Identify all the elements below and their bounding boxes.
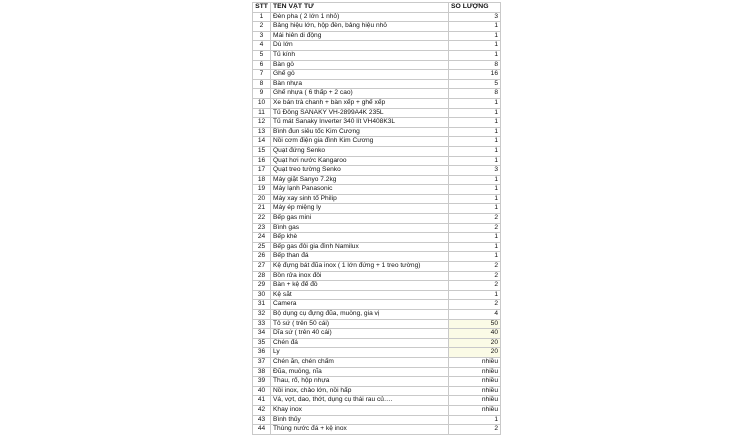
- cell-name[interactable]: Mái hiên di động: [271, 31, 449, 41]
- table-row: [253, 60, 501, 70]
- table-row: [253, 262, 501, 272]
- cell-qty[interactable]: 2: [449, 425, 501, 435]
- header-stt[interactable]: STT: [253, 3, 271, 13]
- table-row: [253, 50, 501, 60]
- table-row: [253, 204, 501, 214]
- table-row: [253, 367, 501, 377]
- table-row: [253, 329, 501, 339]
- cell-qty[interactable]: 1: [449, 290, 501, 300]
- cell-stt[interactable]: 14: [253, 137, 271, 147]
- cell-name[interactable]: Dù lớn: [271, 41, 449, 51]
- cell-qty[interactable]: 2: [449, 262, 501, 272]
- cell-stt[interactable]: 7: [253, 70, 271, 80]
- cell-name[interactable]: Quạt đứng Senko: [271, 146, 449, 156]
- table-row: [253, 357, 501, 367]
- table-row: [253, 156, 501, 166]
- cell-stt[interactable]: 1: [253, 12, 271, 22]
- cell-qty[interactable]: 1: [449, 242, 501, 252]
- cell-stt[interactable]: 18: [253, 175, 271, 185]
- cell-name[interactable]: Ghế nhựa ( 6 thấp + 2 cao): [271, 89, 449, 99]
- header-qty[interactable]: SỐ LƯỢNG: [449, 3, 501, 13]
- cell-qty[interactable]: 1: [449, 204, 501, 214]
- cell-name[interactable]: Chén ăn, chén chấm: [271, 357, 449, 367]
- cell-name[interactable]: Bình đun siêu tốc Kim Cương: [271, 127, 449, 137]
- cell-name[interactable]: Nồi cơm điện gia đình Kim Cương: [271, 137, 449, 147]
- cell-qty[interactable]: 16: [449, 70, 501, 80]
- cell-qty[interactable]: 1: [449, 127, 501, 137]
- cell-stt[interactable]: 39: [253, 377, 271, 387]
- cell-stt[interactable]: 38: [253, 367, 271, 377]
- cell-name[interactable]: Bảng hiệu lớn, hộp đèn, bảng hiệu nhỏ: [271, 22, 449, 32]
- cell-qty[interactable]: nhiều: [449, 377, 501, 387]
- table-row: [253, 41, 501, 51]
- cell-qty[interactable]: 2: [449, 223, 501, 233]
- cell-name[interactable]: Đèn pha ( 2 lớn 1 nhỏ): [271, 12, 449, 22]
- cell-qty[interactable]: nhiều: [449, 367, 501, 377]
- cell-name[interactable]: Đũa, muỗng, nĩa: [271, 367, 449, 377]
- cell-stt[interactable]: 12: [253, 118, 271, 128]
- table-row: [253, 98, 501, 108]
- table-row: [253, 281, 501, 291]
- cell-stt[interactable]: 5: [253, 50, 271, 60]
- cell-stt[interactable]: 31: [253, 300, 271, 310]
- cell-name[interactable]: Bàn gỗ: [271, 60, 449, 70]
- cell-stt[interactable]: 32: [253, 310, 271, 320]
- cell-stt[interactable]: 33: [253, 319, 271, 329]
- table-row: [253, 405, 501, 415]
- cell-qty[interactable]: 1: [449, 185, 501, 195]
- cell-name[interactable]: Bàn + kệ để đồ: [271, 281, 449, 291]
- cell-stt[interactable]: 6: [253, 60, 271, 70]
- table-row: [253, 70, 501, 80]
- cell-qty[interactable]: nhiều: [449, 357, 501, 367]
- cell-qty[interactable]: 1: [449, 233, 501, 243]
- cell-name[interactable]: Bếp gas mini: [271, 214, 449, 224]
- table-row: [253, 12, 501, 22]
- cell-stt[interactable]: 17: [253, 166, 271, 176]
- cell-stt[interactable]: 11: [253, 108, 271, 118]
- cell-name[interactable]: Ly: [271, 348, 449, 358]
- cell-qty[interactable]: 4: [449, 310, 501, 320]
- cell-stt[interactable]: 42: [253, 405, 271, 415]
- table-row: [253, 425, 501, 435]
- cell-name[interactable]: Bếp than đá: [271, 252, 449, 262]
- table-row: [253, 348, 501, 358]
- cell-name[interactable]: Camera: [271, 300, 449, 310]
- cell-name[interactable]: Máy ép miệng ly: [271, 204, 449, 214]
- cell-stt[interactable]: 8: [253, 79, 271, 89]
- cell-name[interactable]: Máy xay sinh tố Philip: [271, 194, 449, 204]
- table-row: [253, 396, 501, 406]
- cell-stt[interactable]: 35: [253, 338, 271, 348]
- cell-name[interactable]: Ghế gỗ: [271, 70, 449, 80]
- cell-stt[interactable]: 34: [253, 329, 271, 339]
- cell-qty[interactable]: 1: [449, 118, 501, 128]
- cell-qty[interactable]: nhiều: [449, 405, 501, 415]
- cell-stt[interactable]: 21: [253, 204, 271, 214]
- cell-stt[interactable]: 2: [253, 22, 271, 32]
- cell-qty[interactable]: 2: [449, 281, 501, 291]
- cell-stt[interactable]: 28: [253, 271, 271, 281]
- cell-qty[interactable]: 2: [449, 300, 501, 310]
- cell-qty[interactable]: 3: [449, 12, 501, 22]
- cell-name[interactable]: Bình gas: [271, 223, 449, 233]
- cell-name[interactable]: Vá, vợt, dao, thớt, dụng cụ thái rau củ….: [271, 396, 449, 406]
- cell-qty[interactable]: nhiều: [449, 386, 501, 396]
- cell-stt[interactable]: 20: [253, 194, 271, 204]
- cell-stt[interactable]: 43: [253, 415, 271, 425]
- table-row: [253, 338, 501, 348]
- table-row: [253, 108, 501, 118]
- table-row: [253, 271, 501, 281]
- table-row: [253, 242, 501, 252]
- cell-stt[interactable]: 19: [253, 185, 271, 195]
- header-row: [253, 3, 501, 13]
- cell-qty[interactable]: 1: [449, 146, 501, 156]
- cell-qty[interactable]: 50: [449, 319, 501, 329]
- cell-stt[interactable]: 3: [253, 31, 271, 41]
- table-row: [253, 310, 501, 320]
- cell-name[interactable]: Nồi inox, chảo lớn, nồi hấp: [271, 386, 449, 396]
- table-row: [253, 214, 501, 224]
- cell-name[interactable]: Tủ kính: [271, 50, 449, 60]
- cell-qty[interactable]: 1: [449, 175, 501, 185]
- cell-stt[interactable]: 13: [253, 127, 271, 137]
- cell-qty[interactable]: 20: [449, 338, 501, 348]
- table-row: [253, 386, 501, 396]
- cell-name[interactable]: Bếp gas đôi gia đình Namilux: [271, 242, 449, 252]
- cell-name[interactable]: Bình thủy: [271, 415, 449, 425]
- cell-qty[interactable]: 1: [449, 252, 501, 262]
- cell-name[interactable]: Thùng nước đá + kệ inox: [271, 425, 449, 435]
- cell-qty[interactable]: 1: [449, 22, 501, 32]
- cell-name[interactable]: Bếp khè: [271, 233, 449, 243]
- cell-name[interactable]: Tủ mát Sanaky Inverter 340 lít VH408K3L: [271, 118, 449, 128]
- cell-qty[interactable]: 2: [449, 214, 501, 224]
- header-name[interactable]: TÊN VẬT TƯ: [271, 3, 449, 13]
- cell-name[interactable]: Quạt treo tường Senko: [271, 166, 449, 176]
- table-row: [253, 118, 501, 128]
- cell-name[interactable]: Dĩa sứ ( trên 40 cái): [271, 329, 449, 339]
- table-row: [253, 252, 501, 262]
- cell-qty[interactable]: 40: [449, 329, 501, 339]
- cell-qty[interactable]: 1: [449, 194, 501, 204]
- cell-name[interactable]: Bồn rửa inox đôi: [271, 271, 449, 281]
- cell-stt[interactable]: 10: [253, 98, 271, 108]
- cell-name[interactable]: Thau, rổ, hộp nhựa: [271, 377, 449, 387]
- cell-qty[interactable]: 1: [449, 31, 501, 41]
- table-row: [253, 194, 501, 204]
- cell-stt[interactable]: 29: [253, 281, 271, 291]
- table-row: [253, 166, 501, 176]
- table-row: [253, 319, 501, 329]
- table-row: [253, 127, 501, 137]
- cell-name[interactable]: Xe bán trà chanh + bàn xếp + ghế xếp: [271, 98, 449, 108]
- cell-name[interactable]: Quạt hơi nước Kangaroo: [271, 156, 449, 166]
- cell-stt[interactable]: 41: [253, 396, 271, 406]
- table-row: [253, 175, 501, 185]
- table-row: [253, 290, 501, 300]
- cell-name[interactable]: Kệ đựng bát đũa inox ( 1 lớn đứng + 1 treo tường): [271, 262, 449, 272]
- table-row: [253, 223, 501, 233]
- cell-qty[interactable]: 1: [449, 137, 501, 147]
- cell-stt[interactable]: 40: [253, 386, 271, 396]
- cell-name[interactable]: Kệ sắt: [271, 290, 449, 300]
- cell-qty[interactable]: 1: [449, 98, 501, 108]
- table-row: [253, 79, 501, 89]
- table-row: [253, 22, 501, 32]
- cell-qty[interactable]: 8: [449, 60, 501, 70]
- cell-stt[interactable]: 25: [253, 242, 271, 252]
- inventory-table: [252, 2, 501, 435]
- cell-qty[interactable]: 2: [449, 271, 501, 281]
- cell-stt[interactable]: 4: [253, 41, 271, 51]
- table-row: [253, 233, 501, 243]
- cell-stt[interactable]: 27: [253, 262, 271, 272]
- cell-stt[interactable]: 15: [253, 146, 271, 156]
- cell-name[interactable]: Bộ dụng cụ đựng đũa, muỗng, gia vị: [271, 310, 449, 320]
- table-row: [253, 377, 501, 387]
- table-row: [253, 415, 501, 425]
- cell-name[interactable]: Máy giặt Sanyo 7.2kg: [271, 175, 449, 185]
- table-row: [253, 146, 501, 156]
- cell-name[interactable]: Chén đá: [271, 338, 449, 348]
- cell-qty[interactable]: 3: [449, 166, 501, 176]
- cell-stt[interactable]: 9: [253, 89, 271, 99]
- cell-stt[interactable]: 44: [253, 425, 271, 435]
- cell-stt[interactable]: 22: [253, 214, 271, 224]
- table-row: [253, 31, 501, 41]
- cell-name[interactable]: Bàn nhựa: [271, 79, 449, 89]
- cell-name[interactable]: Khay inox: [271, 405, 449, 415]
- cell-stt[interactable]: 26: [253, 252, 271, 262]
- cell-stt[interactable]: 30: [253, 290, 271, 300]
- cell-stt[interactable]: 24: [253, 233, 271, 243]
- cell-qty[interactable]: 1: [449, 41, 501, 51]
- cell-qty[interactable]: 1: [449, 156, 501, 166]
- cell-qty[interactable]: 8: [449, 89, 501, 99]
- cell-name[interactable]: Tủ Đông SANAKY VH-2899A4K 235L: [271, 108, 449, 118]
- cell-stt[interactable]: 23: [253, 223, 271, 233]
- cell-qty[interactable]: 20: [449, 348, 501, 358]
- cell-qty[interactable]: 1: [449, 108, 501, 118]
- cell-stt[interactable]: 16: [253, 156, 271, 166]
- cell-stt[interactable]: 37: [253, 357, 271, 367]
- table-row: [253, 137, 501, 147]
- cell-stt[interactable]: 36: [253, 348, 271, 358]
- cell-qty[interactable]: 5: [449, 79, 501, 89]
- cell-qty[interactable]: 1: [449, 50, 501, 60]
- cell-qty[interactable]: 1: [449, 415, 501, 425]
- cell-name[interactable]: Tô sứ ( trên 50 cái): [271, 319, 449, 329]
- table-row: [253, 300, 501, 310]
- table-row: [253, 89, 501, 99]
- cell-qty[interactable]: nhiều: [449, 396, 501, 406]
- cell-name[interactable]: Máy lạnh Panasonic: [271, 185, 449, 195]
- table-row: [253, 185, 501, 195]
